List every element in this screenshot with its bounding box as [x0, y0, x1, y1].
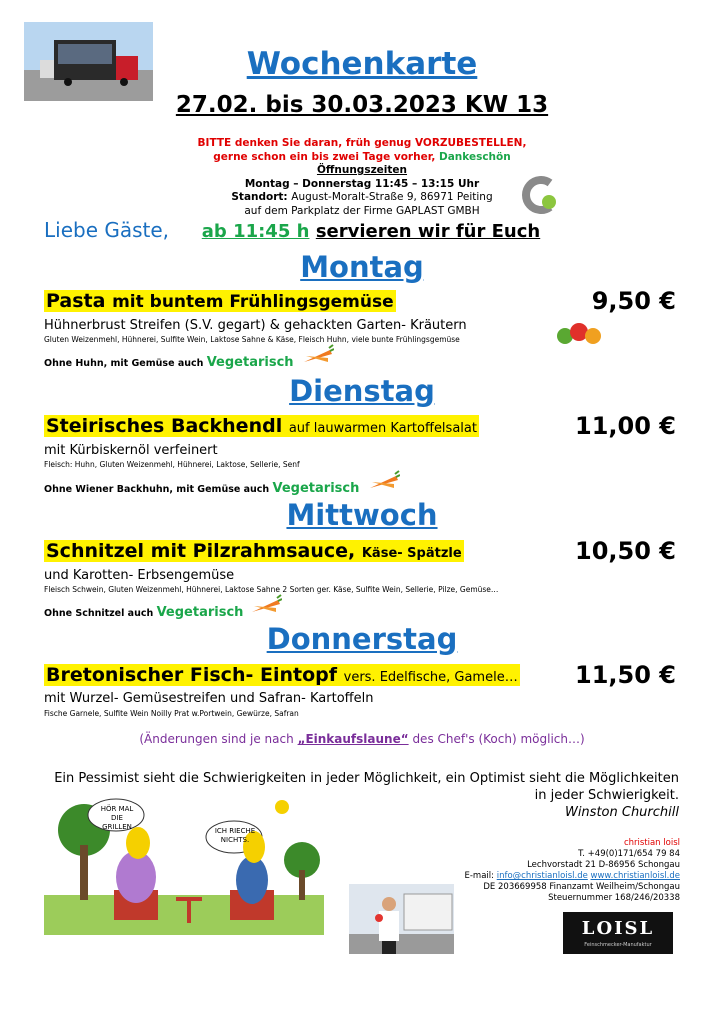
greeting-hello: Liebe Gäste, [44, 218, 170, 242]
notice-line1: BITTE denken Sie daran, früh genug VORZUBESTELLEN, [197, 137, 527, 149]
dish-rest: mit buntem Frühlingsgemüse [112, 292, 394, 312]
churchill-quote: Ein Pessimist sieht die Schwierigkeiten in jeder Möglichkeit, ein Optimist sieht die Möglichkeiten in jeder Schwierigkeit. [54, 771, 679, 803]
dish-dienstag [44, 415, 479, 437]
day-heading-mittwoch: Mittwoch [286, 498, 438, 532]
change-mood: „Einkaufslaune“ [297, 732, 409, 746]
location-text2: auf dem Parkplatz der Firme GAPLAST GMBH [244, 204, 480, 217]
dish-main: Steirisches Backhendl [46, 415, 283, 437]
gaplast-logo [520, 175, 560, 215]
notice-line2: gerne schon ein bis zwei Tage vorher, [213, 150, 436, 163]
chef-photo [349, 884, 454, 954]
dish-sub: vers. Edelfische, Gamele… [343, 670, 518, 685]
price-donnerstag: 11,50 € [575, 661, 676, 689]
tax-info-2: Steuernummer 168/246/20338 [548, 893, 680, 903]
logo-tagline: Feinschmecker-Manufaktur [584, 942, 652, 948]
veg-prefix: Ohne Schnitzel auch [44, 608, 154, 619]
hours-title: Öffnungszeiten [316, 164, 408, 176]
contact-name: christian loisl [623, 838, 680, 848]
dish-mittwoch [44, 540, 464, 562]
dish-sub: auf lauwarmen Kartoffelsalat [288, 421, 477, 436]
day-heading-montag: Montag [300, 250, 424, 284]
carrot-icon [250, 594, 282, 620]
change-pre: (Änderungen sind je nach [139, 732, 294, 746]
desc-dienstag: mit Kürbiskernöl verfeinert [44, 443, 218, 458]
contact-address: Lechvorstadt 21 D-86956 Schongau [527, 860, 680, 870]
contact-block [464, 838, 680, 904]
quote-author: Winston Churchill [564, 805, 679, 820]
hours-text: Montag – Donnerstag 11:45 – 13:15 Uhr [244, 177, 480, 190]
veg-prefix: Ohne Wiener Backhuhn, mit Gemüse auch [44, 484, 270, 495]
allergens-donnerstag: Fische Garnele, Sulfite Wein Noilly Prat w.Portwein, Gewürze, Safran [44, 709, 299, 718]
veg-line-montag [44, 355, 294, 370]
date-range: 27.02. bis 30.03.2023 KW 13 [175, 92, 549, 118]
logo-brand: LOISL [581, 918, 655, 939]
veg-line-dienstag [44, 481, 359, 496]
price-dienstag: 11,00 € [575, 412, 676, 440]
allergens-mittwoch: Fleisch Schwein, Gluten Weizenmehl, Hühnerei, Laktose Sahne 2 Sorten ger. Käse, Sulfite Wein, Sellerie, Pilze, Gemüse… [44, 585, 499, 594]
desc-mittwoch: und Karotten- Erbsengemüse [44, 568, 235, 583]
allergens-montag: Gluten Weizenmehl, Hühnerei, Sulfite Wein, Laktose Sahne & Käse, Fleisch Huhn, viele bunte Frühlingsgemüse [44, 335, 460, 344]
dish-sub: Käse- Spätzle [361, 546, 462, 561]
carrot-icon [368, 470, 400, 496]
email-link[interactable]: info@christianloisl.de [496, 871, 588, 881]
greeting [44, 218, 684, 242]
speech-bubble-2: ICH RIECHE NICHTS. [214, 827, 256, 844]
dish-main: Schnitzel mit Pilzrahmsauce, [46, 540, 356, 562]
dish-main: Pasta [46, 290, 106, 312]
change-note [0, 732, 724, 746]
carrot-icon [302, 344, 334, 370]
greeting-time: ab 11:45 h [201, 221, 310, 242]
desc-montag: Hühnerbrust Streifen (S.V. gegart) & gehackten Garten- Kräutern [44, 318, 467, 333]
website-link[interactable]: www.christianloisl.de [590, 871, 680, 881]
speech-bubble-1: HÖR MAL DIE GRILLEN [100, 805, 134, 831]
veg-label: Vegetarisch [206, 355, 294, 370]
location-text: August-Moralt-Straße 9, 86971 Peiting [291, 191, 493, 203]
notice-thanks: Dankeschön [438, 150, 511, 163]
dish-main: Bretonischer Fisch- Eintopf [46, 664, 337, 686]
location-label: Standort: [231, 191, 288, 203]
allergens-dienstag: Fleisch: Huhn, Gluten Weizenmehl, Hühnerei, Laktose, Sellerie, Senf [44, 460, 300, 469]
vegetables-icon [555, 320, 603, 352]
greeting-rest: servieren wir für Euch [315, 221, 541, 242]
veg-label: Vegetarisch [272, 481, 360, 496]
desc-donnerstag: mit Wurzel- Gemüsestreifen und Safran- Kartoffeln [44, 691, 374, 706]
price-montag: 9,50 € [591, 287, 676, 315]
loisl-logo [563, 912, 673, 954]
veg-prefix: Ohne Huhn, mit Gemüse auch [44, 358, 204, 369]
veg-label: Vegetarisch [156, 605, 244, 620]
tax-info-1: DE 203669958 Finanzamt Weilheim/Schongau [483, 882, 680, 892]
day-heading-dienstag: Dienstag [289, 374, 435, 408]
day-heading-donnerstag: Donnerstag [266, 622, 458, 656]
page-title: Wochenkarte [246, 46, 478, 82]
veg-line-mittwoch [44, 605, 243, 620]
cartoon-illustration [44, 785, 324, 935]
contact-phone: T. +49(0)171/654 79 84 [578, 849, 680, 859]
email-label: E-mail: [464, 871, 494, 881]
dish-montag [44, 290, 396, 312]
dish-donnerstag [44, 664, 520, 686]
price-mittwoch: 10,50 € [575, 537, 676, 565]
change-post: des Chef's (Koch) möglich…) [412, 732, 585, 746]
order-notice [160, 137, 564, 218]
